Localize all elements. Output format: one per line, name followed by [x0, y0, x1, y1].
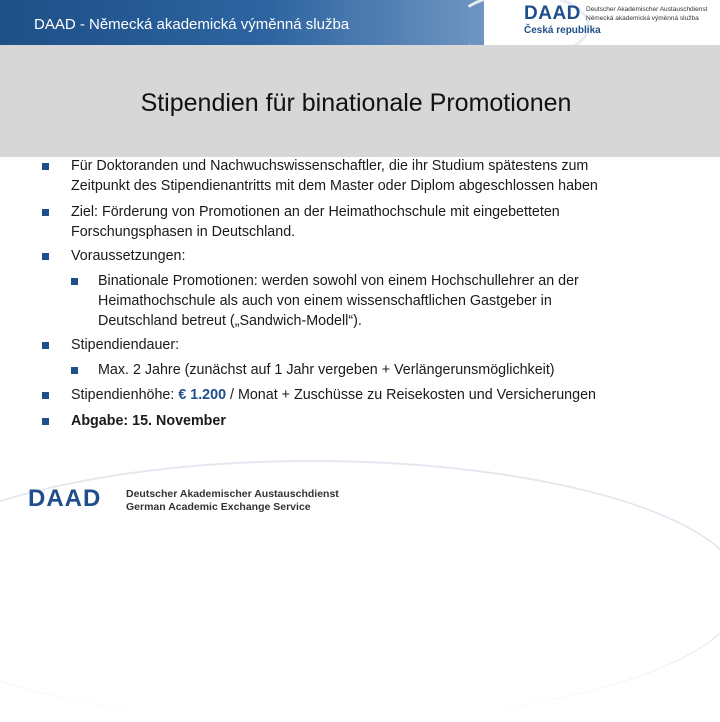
list-item: Voraussetzungen:	[0, 247, 720, 267]
bullet-marker	[42, 253, 49, 260]
list-item: Stipendiendauer:	[0, 336, 720, 356]
sub-list-item: Max. 2 Jahre (zunächst auf 1 Jahr vergeben + Verlängerunsmöglichkeit)	[0, 361, 720, 381]
logo-line-1: Deutscher Akademischer Austauschdienst	[586, 6, 708, 13]
deadline: Abgabe: 15. November	[71, 413, 226, 429]
list-item: Ziel: Förderung von Promotionen an der Heimathochschule mit eingebetteten Forschungsphasen in Deutschland.	[0, 203, 720, 243]
bullet-marker	[71, 278, 78, 285]
logo-line-2: Německá akademická výměnná služba	[586, 15, 699, 22]
daad-header-logo	[484, 0, 720, 45]
list-item	[0, 412, 720, 432]
footer-arc	[0, 460, 720, 722]
footer-line-de: Deutscher Akademischer Austauschdienst	[126, 488, 339, 500]
bullet-marker	[42, 209, 49, 216]
logo-wordmark: DAAD	[524, 3, 581, 24]
list-item: Für Doktoranden und Nachwuchswissenschaftler, die ihr Studium spätestens zum Zeitpunkt des Stipendienantritts mit dem Master oder Diplom abgeschlossen haben	[0, 157, 720, 197]
list-item: Stipendienhöhe: € 1.200 / Monat + Zuschüsse zu Reisekosten und Versicherungen	[0, 386, 720, 406]
bullet-marker	[42, 163, 49, 170]
logo-country: Česká republika	[524, 25, 601, 36]
bullet-marker	[42, 342, 49, 349]
sub-list-item: Binationale Promotionen: werden sowohl von einem Hochschullehrer an der Heimathochschule als auch von einem wissenschaftlichen Gastgeber in Deutschland betreut („Sandwich-Modell“).	[0, 272, 720, 332]
stipend-amount: € 1.200	[178, 387, 227, 403]
bullet-marker	[42, 392, 49, 399]
bullet-marker	[42, 418, 49, 425]
org-title: DAAD - Německá akademická výměnná služba	[34, 16, 350, 33]
footer-line-en: German Academic Exchange Service	[126, 501, 311, 513]
bullet-marker	[71, 367, 78, 374]
slide-title: Stipendien für binationale Promotionen	[140, 89, 572, 117]
footer-wordmark: DAAD	[28, 485, 102, 512]
header-bar	[0, 0, 484, 45]
title-band	[0, 45, 720, 157]
